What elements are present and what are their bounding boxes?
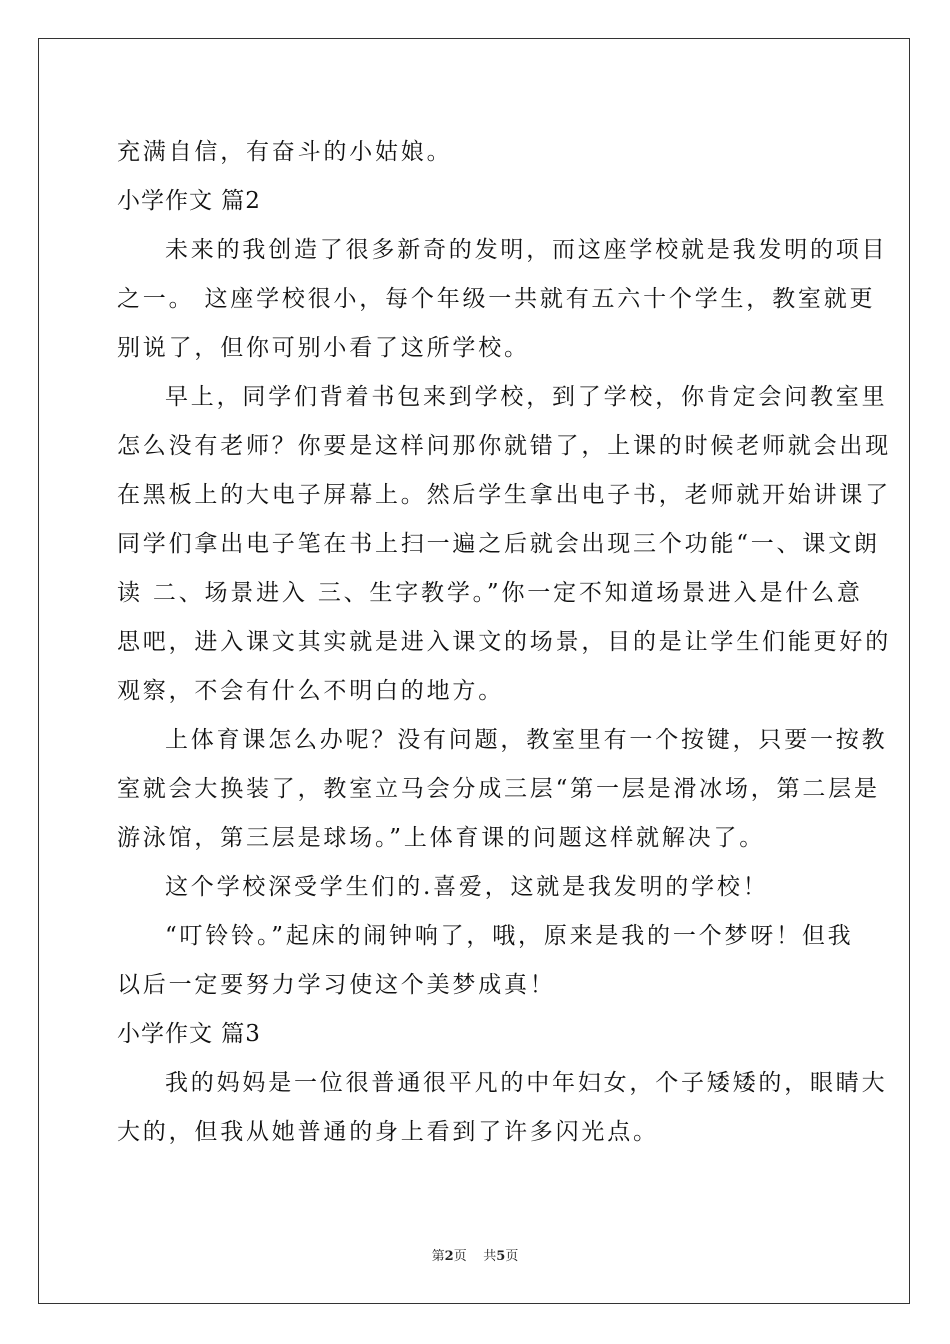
text-line: 充满自信，有奋斗的小姑娘。 xyxy=(117,139,453,165)
text-line: 室就会大换装了，教室立马会分成三层“第一层是滑冰场，第二层是 xyxy=(117,776,880,802)
text-line: 大的，但我从她普通的身上看到了许多闪光点。 xyxy=(117,1119,659,1145)
page-suffix: 页 xyxy=(453,1249,467,1264)
text-line: 别说了，但你可别小看了这所学校。 xyxy=(117,335,530,361)
text-line: 同学们拿出电子笔在书上扫一遍之后就会出现三个功能“一、课文朗 xyxy=(117,531,880,557)
document-body xyxy=(117,128,891,1157)
page-number: 2 xyxy=(444,1249,454,1264)
page-prefix: 第 xyxy=(431,1249,445,1264)
text-line: 未来的我创造了很多新奇的发明，而这座学校就是我发明的项目 xyxy=(165,237,888,263)
total-suffix: 页 xyxy=(505,1249,519,1264)
text-line: 读 二、场景进入 三、生字教学。”你一定不知道场景进入是什么意 xyxy=(117,580,863,606)
text-line: 早上，同学们背着书包来到学校，到了学校，你肯定会问教室里 xyxy=(165,384,888,410)
text-line: 我的妈妈是一位很普通很平凡的中年妇女，个子矮矮的，眼睛大 xyxy=(165,1070,888,1096)
total-pages: 5 xyxy=(496,1249,506,1264)
text-line: 以后一定要努力学习使这个美梦成真！ xyxy=(117,972,556,998)
page-footer xyxy=(0,1248,950,1266)
text-line: 之一。 这座学校很小，每个年级一共就有五六十个学生，教室就更 xyxy=(117,286,876,312)
text-line: “叮铃铃。”起床的闹钟响了，哦，原来是我的一个梦呀！但我 xyxy=(165,923,854,949)
section-heading: 小学作文 篇3 xyxy=(117,1021,261,1047)
text-line: 在黑板上的大电子屏幕上。然后学生拿出电子书，老师就开始讲课了 xyxy=(117,482,891,508)
text-line: 思吧，进入课文其实就是进入课文的场景，目的是让学生们能更好的 xyxy=(117,629,891,655)
text-line: 这个学校深受学生们的.喜爱，这就是我发明的学校！ xyxy=(165,874,769,900)
text-line: 观察，不会有什么不明白的地方。 xyxy=(117,678,504,704)
section-heading: 小学作文 篇2 xyxy=(117,188,261,214)
text-line: 怎么没有老师？你要是这样问那你就错了，上课的时候老师就会出现 xyxy=(117,433,891,459)
text-line: 上体育课怎么办呢？没有问题，教室里有一个按键，只要一按教 xyxy=(165,727,888,753)
text-line: 游泳馆，第三层是球场。”上体育课的问题这样就解决了。 xyxy=(117,825,766,851)
total-prefix: 共 xyxy=(483,1249,497,1264)
